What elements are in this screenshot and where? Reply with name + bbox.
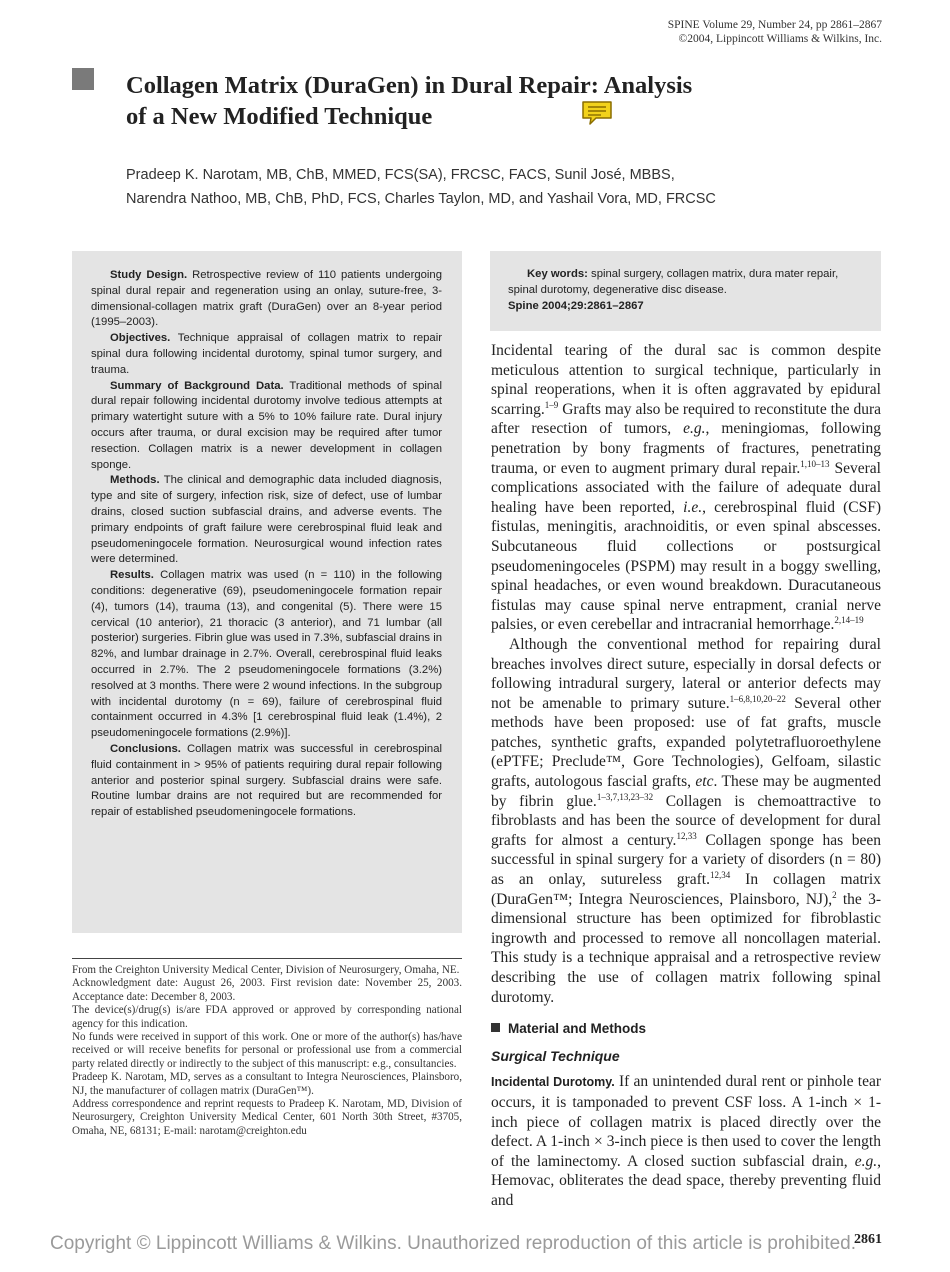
title-marker — [72, 68, 94, 90]
citation-ref[interactable]: 1,10–13 — [800, 458, 830, 469]
abstract-label: Methods. — [110, 474, 160, 487]
citation-ref[interactable]: 12,33 — [676, 830, 697, 841]
keywords-block — [508, 266, 863, 314]
authors-line-2: Narendra Nathoo, MB, ChB, PhD, FCS, Charles Taylon, MD, and Yashail Vora, MD, FRCSC — [126, 191, 716, 207]
abstract-label: Conclusions. — [110, 742, 181, 755]
abstract-conclusions — [91, 742, 442, 821]
citation-ref[interactable]: 12,34 — [709, 869, 731, 880]
abstract-label: Summary of Background Data. — [110, 379, 284, 392]
keywords-text: spinal surgery, collagen matrix, dura mater repair, spinal durotomy, degenerative disc disease. — [508, 268, 839, 296]
keywords — [508, 266, 863, 298]
copyright-line: ©2004, Lippincott Williams & Wilkins, Inc. — [678, 33, 882, 45]
authors-line-1: Pradeep K. Narotam, MB, ChB, MMED, FCS(SA), FRCSC, FACS, Sunil José, MBBS, — [126, 167, 675, 183]
body-paragraph-3: Incidental Durotomy. If an unintended dural rent or pinhole tear occurs, it is tamponaded to prevent CSF loss. A 1-inch × 1-inch piece of collagen matrix is placed directly over the defect. A 1-inch × 3-inch piece is then used to cover the length of the laminectomy. A closed suction subfascial drain, e.g., Hemovac, obliterates the dead space, thereby preventing fluid and — [491, 1073, 881, 1209]
abstract-methods — [91, 473, 442, 568]
abstract — [91, 268, 442, 821]
body-paragraph-1: Incidental tearing of the dural sac is common despite meticulous attention to surgical technique, particularly in spinal reoperations, when it is often aggravated by epidural scarring.$^{1-9}$ Grafts may also be required to reconstitute the dura after resection of tumors, e.g., meningiomas, following penetration by bony fragments of fractures, penetrating trauma, or even to augment primary dural repair.$^{1,10-13}$ Several complications associated with the failure of adequate dural healing have been reported, i.e., cerebrospinal fluid (CSF) fistulas, meningitis, arachnoiditis, or even spinal abscesses. Subcutaneous fluid collections or postsurgical pseudomeningoceles (PSPM) may result in a boggy swelling, spinal headaches, or even wound breakdown. Duracutaneous fistulas may cause spinal nerve entrapment, cranial nerve palsies, or even cerebellar and intracranial hemorrhage.$^{2,14-19}$ — [491, 342, 882, 634]
abstract-results — [91, 568, 442, 742]
section-marker — [491, 1023, 500, 1032]
footnote-affiliation: From the Creighton University Medical Center, Division of Neurosurgery, Omaha, NE. — [72, 964, 460, 976]
author-list — [126, 163, 826, 211]
abstract-text: Collagen matrix was used (n = 110) in the following conditions: degenerative (69), pseudomeningocele formation repair (4), tumors (14), trauma (13), and congenital (5). There were 15 cervical (10 anterior), 21 thoracic (3 anterior), and 71 lumbar (all posterior) surgeries. Fibrin glue was used in 7.3%, subfascial drains in 82%, and lumbar drainage in 2.7%. Overall, cerebrospinal fluid leaks occurred in 2.7%. The 2 pseudomeningocele formations (3.2%) resolved at 3 months. There were 2 wound infections. In the subgroup with incidental durotomy (n = 69), failure of cerebrospinal fluid containment occurred in 4.3% [1 cerebrospinal fluid leak (1.4%), 2 pseudomeningocele formations (2.9%)]. — [91, 569, 442, 740]
abstract-text: Technique appraisal of collagen matrix to repair spinal dura following incidental durotomy, spinal tumor surgery, and trauma. — [91, 332, 442, 376]
page-number: 2861 — [854, 1232, 882, 1247]
title-line-2: of a New Modified Technique — [126, 103, 433, 130]
note-comment-icon[interactable] — [581, 100, 613, 126]
citation-ref[interactable]: 2 — [832, 889, 837, 900]
abstract-label: Objectives. — [110, 332, 171, 345]
abstract-study-design — [91, 268, 442, 331]
abstract-objectives — [91, 331, 442, 378]
footnote-correspondence: Address correspondence and reprint requests to Pradeep K. Narotam, MD, Division of Neurosurgery, Creighton University Medical Center, 601 North 30th Street, #3705, Omaha, NE, 68131; E-mail: narotam@creighton.edu — [72, 1098, 462, 1137]
footnote-consultant: Pradeep K. Narotam, MD, serves as a consultant to Integra Neurosciences, Plainsboro, NJ, the manufacturer of collagen matrix (DuraGen™). — [72, 1071, 462, 1097]
section-heading: Material and Methods — [491, 1019, 881, 1039]
subsection-heading: Surgical Technique — [491, 1047, 620, 1064]
title-line-1: Collagen Matrix (DuraGen) in Dural Repair: Analysis — [126, 72, 693, 99]
journal-line: SPINE Volume 29, Number 24, pp 2861–2867 — [667, 19, 882, 31]
abstract-text: Collagen matrix was successful in cerebrospinal fluid containment in > 95% of patients requiring dural repair following anterior and posterior spinal surgery. Subfascial drains were safe. Routine lumbar drains are not required but are recommended for repair of established pseudomeningocele formations. — [91, 742, 442, 819]
footnote-fda: The device(s)/drug(s) is/are FDA approved or approved by corresponding national agency for this indication. — [72, 1004, 462, 1030]
citation-ref[interactable]: 2,14–19 — [834, 615, 864, 626]
run-in-heading: Incidental Durotomy. — [491, 1075, 615, 1090]
keywords-label: Key words: — [527, 268, 588, 280]
footnote-funding: No funds were received in support of this work. One or more of the author(s) has/have received or will receive benefits for personal or professional use from a commercial party related directly or indirectly to the subject of this manuscript: e.g., consultancies. — [72, 1031, 462, 1070]
abstract-label: Study Design. — [110, 269, 188, 281]
running-header — [668, 18, 882, 46]
copyright-watermark: Copyright © Lippincott Williams & Wilkins. Unauthorized reproduction of this article is prohibited. — [50, 1233, 857, 1254]
article-title — [126, 70, 786, 132]
journal-citation: Spine 2004;29:2861–2867 — [508, 300, 644, 312]
abstract-text: Retrospective review of 110 patients undergoing spinal dural repair and regeneration using an onlay, suture-free, 3-dimensional-collagen matrix graft (DuraGen) over an 8-year period (1995–2003). — [91, 269, 442, 329]
citation-ref[interactable]: 1–3,7,13,23–32 — [596, 791, 654, 802]
body-paragraph-2: Although the conventional method for repairing dural breaches involves direct suture, especially in dorsal defects or following intradural surgery, lateral or anterior defects may not be amenable to primary suture.$^{1-6,8,10,20-22}$ Several other methods have been proposed: use of fat grafts, muscle patches, synthetic grafts, expanded polytetrafluoroethylene (ePTFE; Preclude™, Gore Technologies), Gelfoam, silastic grafts, autologous fascial grafts, etc. These may be augmented by fibrin glue.$^{1-3,7,13,23-32}$ Collagen is chemoattractive to fibroblasts and has been the source of development for dural grafts for almost a century.$^{12,33}$ Collagen sponge has been successful in spinal surgery for a variety of disorders (n = 80) as an onlay, sutureless graft.$^{12,34}$ In collagen matrix (DuraGen™; Integra Neurosciences, Plainsboro, NJ),$^2$ the 3-dimensional structure has been optimized for fibroblastic ingrowth and processed to remove all noncollagen material. This study is a technique appraisal and a retrospective review describing the use of collagen matrix following spinal durotomy. — [491, 635, 882, 1006]
footnote-dates: Acknowledgment date: August 26, 2003. First revision date: November 25, 2003. Acceptance date: December 8, 2003. — [72, 977, 462, 1003]
citation-ref[interactable]: 1–9 — [544, 399, 559, 410]
body-text — [491, 341, 881, 1211]
citation-ref[interactable]: 1–6,8,10,20–22 — [729, 693, 786, 704]
abstract-label: Results. — [110, 569, 154, 582]
abstract-background-data — [91, 379, 442, 474]
footnotes — [72, 964, 462, 1138]
footnote-divider — [72, 958, 462, 959]
abstract-text: Traditional methods of spinal dural repair following incidental durotomy involve tedious attempts at primary watertight suture with a 5% to 10% failure rate. Dural injury occurs after trauma, or dural excision may be required after tumor resection. Collagen matrix is a newer development in collagen sponge. — [91, 379, 442, 471]
abstract-text: The clinical and demographic data included diagnosis, type and site of surgery, infection risk, size of defect, use of lumbar drains, closed suction subfascial drains, and adverse events. The primary endpoints of graft failure were cerebrospinal fluid leak and pseudomeningocele formation. Neurosurgical wound infection rates were determined. — [91, 474, 442, 566]
